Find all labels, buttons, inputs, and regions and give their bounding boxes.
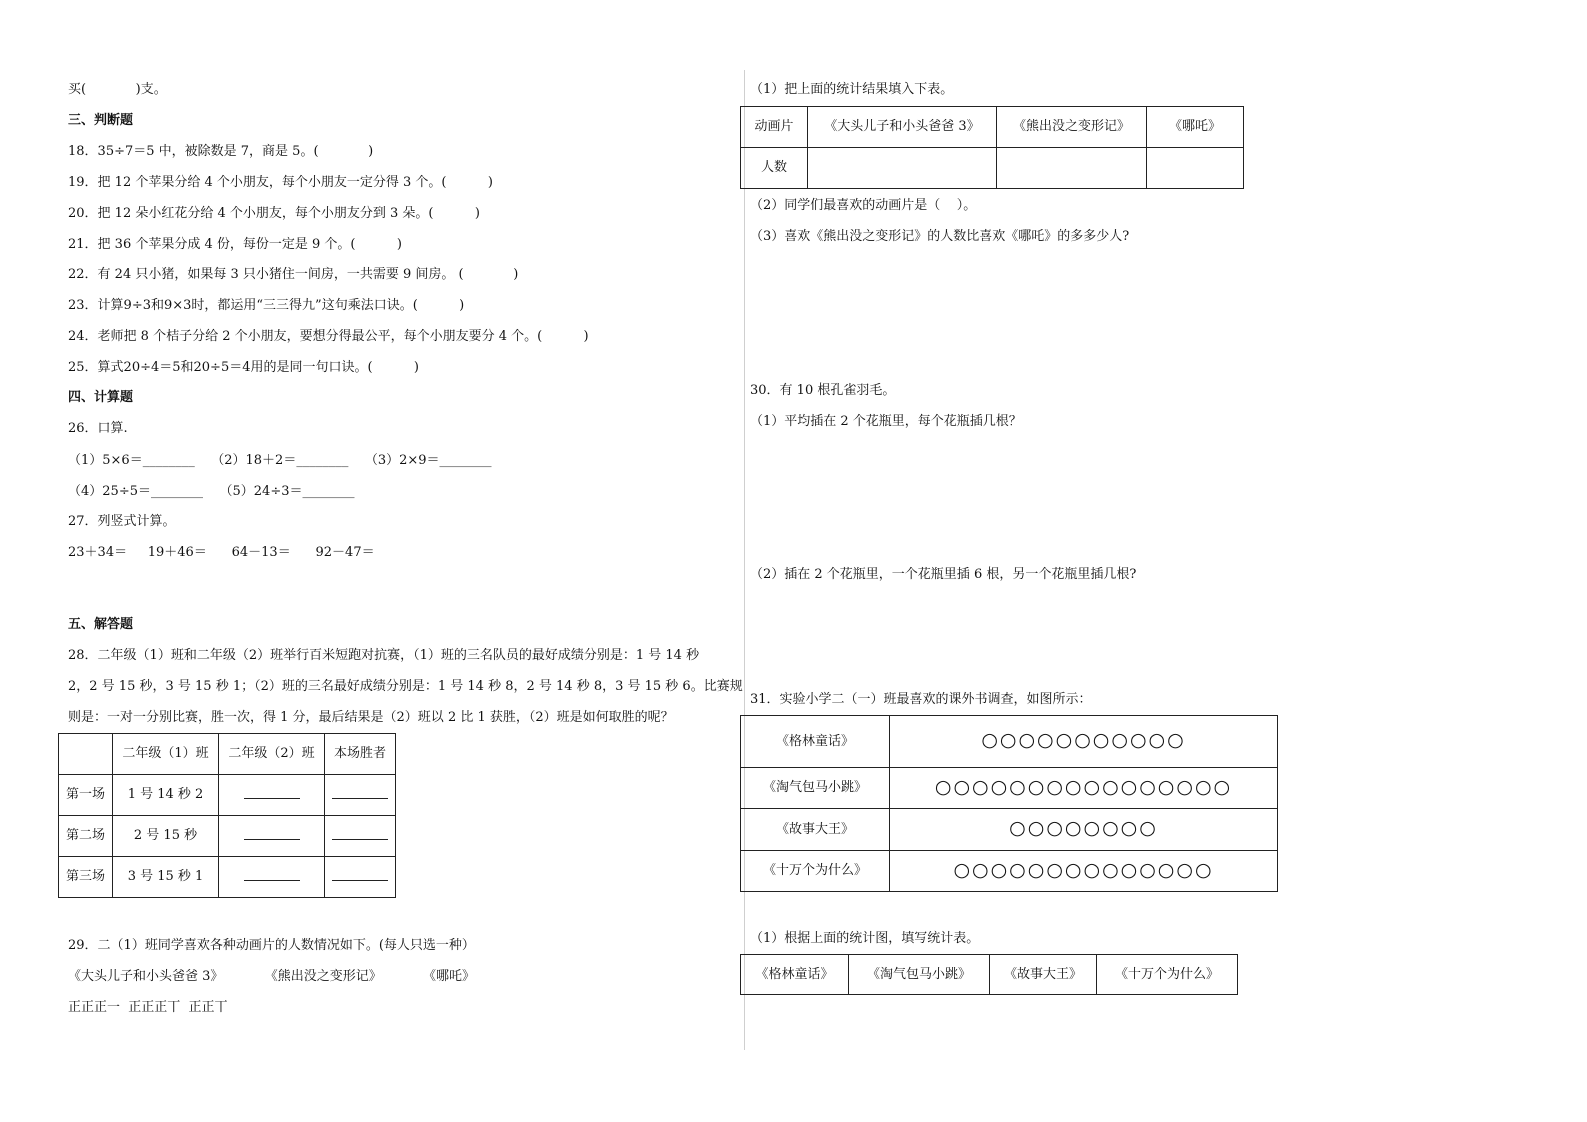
count-input-1[interactable] xyxy=(808,148,997,189)
question-18: 18．35÷7＝5 中，被除数是 7，商是 5。( ) xyxy=(68,144,374,159)
count-input-3[interactable] xyxy=(1147,148,1244,189)
book-marks xyxy=(890,809,1278,851)
cartoon-table-label: 动画片 xyxy=(741,107,808,148)
race-table-header-blank xyxy=(59,734,113,775)
book-label: 《故事大王》 xyxy=(741,809,890,851)
question-26-row-2: （4）25÷5＝________ （5）24÷3＝________ xyxy=(68,484,355,499)
book-table-cell: 《格林童话》 xyxy=(741,955,849,995)
question-25: 25．算式20÷4＝5和20÷5＝4用的是同一句口诀。( ) xyxy=(68,360,419,375)
question-19: 19．把 12 个苹果分给 4 个小朋友，每个小朋友一定分得 3 个。( ) xyxy=(68,175,493,190)
race-class2-blank[interactable] xyxy=(219,775,325,816)
question-26-row-1: （1）5×6＝________ （2）18＋2＝________ （3）2×9＝________ xyxy=(68,453,492,468)
column-divider xyxy=(744,70,745,1050)
circle-marks: ○○○○○○○○○○○ xyxy=(981,729,1186,751)
question-28-line-2: 2，2 号 15 秒，3 号 15 秒 1；（2）班的三名最好成绩分别是：1 号 14 秒 8，2 号 14 秒 8，3 号 15 秒 6。比赛规 xyxy=(68,679,743,694)
question-27: 27．列竖式计算。 xyxy=(68,514,176,529)
race-label: 第三场 xyxy=(59,857,113,898)
race-label: 第一场 xyxy=(59,775,113,816)
cartoon-film-3: 《哪吒》 xyxy=(1147,107,1244,148)
question-20: 20．把 12 朵小红花分给 4 个小朋友，每个小朋友分到 3 朵。( ) xyxy=(68,206,480,221)
race-label: 第二场 xyxy=(59,816,113,857)
race-class1-result: 2 号 15 秒 xyxy=(113,816,219,857)
question-29: 29．二（1）班同学喜欢各种动画片的人数情况如下。(每人只选一种） xyxy=(68,938,475,953)
question-30-part-2: （2）插在 2 个花瓶里，一个花瓶里插 6 根，另一个花瓶里插几根? xyxy=(750,567,1137,582)
question-24: 24．老师把 8 个桔子分给 2 个小朋友，要想分得最公平，每个小朋友要分 4 个。( ) xyxy=(68,329,589,344)
book-marks xyxy=(890,716,1278,768)
question-30-part-1: （1）平均插在 2 个花瓶里，每个花瓶插几根？ xyxy=(750,414,1022,429)
race-winner-blank[interactable] xyxy=(325,857,396,898)
question-29-part-2: （2）同学们最喜欢的动画片是（ ）。 xyxy=(750,198,977,213)
race-table-header-winner: 本场胜者 xyxy=(325,734,396,775)
section-heading-judgement: 三、判断题 xyxy=(68,113,134,128)
book-label: 《格林童话》 xyxy=(741,716,890,768)
question-28-line-3: 则是：一对一分别比赛，胜一次，得 1 分，最后结果是（2）班以 2 比 1 获胜，（2）班是如何取胜的呢？ xyxy=(68,710,674,725)
cartoon-film-2: 《熊出没之变形记》 xyxy=(997,107,1147,148)
question-31-part-1: （1）根据上面的统计图，填写统计表。 xyxy=(750,931,980,946)
race-table-header-class1: 二年级（1）班 xyxy=(113,734,219,775)
race-table-header-class2: 二年级（2）班 xyxy=(219,734,325,775)
question-26: 26．口算. xyxy=(68,421,128,436)
race-winner-blank[interactable] xyxy=(325,775,396,816)
table-row xyxy=(59,857,396,898)
book-label: 《十万个为什么》 xyxy=(741,851,890,892)
race-class1-result: 1 号 14 秒 2 xyxy=(113,775,219,816)
book-pictograph xyxy=(740,715,1278,892)
prev-question-tail: 买( )支。 xyxy=(68,82,167,97)
cartoon-film-1: 《大头儿子和小头爸爸 3》 xyxy=(808,107,997,148)
book-table xyxy=(740,954,1238,995)
question-30: 30．有 10 根孔雀羽毛。 xyxy=(750,383,896,398)
section-heading-calculation: 四、计算题 xyxy=(68,390,134,405)
question-29-part-1: （1）把上面的统计结果填入下表。 xyxy=(750,82,954,97)
question-29-tally: 正正正一 正正正丅 正正丅 xyxy=(68,1000,228,1015)
race-class1-result: 3 号 15 秒 1 xyxy=(113,857,219,898)
book-table-cell: 《十万个为什么》 xyxy=(1097,955,1238,995)
question-23: 23．计算9÷3和9×3时，都运用“三三得九”这句乘法口诀。( ) xyxy=(68,298,465,313)
circle-marks: ○○○○○○○○○○○○○○ xyxy=(953,858,1214,881)
race-table xyxy=(58,733,396,898)
count-input-2[interactable] xyxy=(997,148,1147,189)
book-marks xyxy=(890,851,1278,892)
question-22: 22．有 24 只小猪，如果每 3 只小猪住一间房，一共需要 9 间房。 ( ) xyxy=(68,267,519,282)
book-label: 《淘气包马小跳》 xyxy=(741,768,890,809)
book-marks xyxy=(890,768,1278,809)
question-27-expressions: 23＋34＝ 19＋46＝ 64－13＝ 92－47＝ xyxy=(68,545,375,560)
circle-marks: ○○○○○○○○ xyxy=(1009,817,1158,839)
section-heading-answer: 五、解答题 xyxy=(68,617,134,632)
circle-marks: ○○○○○○○○○○○○○○○○ xyxy=(934,775,1233,798)
race-winner-blank[interactable] xyxy=(325,816,396,857)
count-row-label: 人数 xyxy=(741,148,808,189)
question-29-films: 《大头儿子和小头爸爸 3》 《熊出没之变形记》 《哪吒》 xyxy=(68,969,476,984)
question-29-part-3: （3）喜欢《熊出没之变形记》的人数比喜欢《哪吒》的多多少人? xyxy=(750,229,1130,244)
question-21: 21．把 36 个苹果分成 4 份，每份一定是 9 个。( ) xyxy=(68,237,402,252)
question-31: 31．实验小学二（一）班最喜欢的课外书调查，如图所示： xyxy=(750,692,1092,707)
cartoon-table xyxy=(740,106,1244,189)
race-class2-blank[interactable] xyxy=(219,816,325,857)
table-row xyxy=(59,775,396,816)
table-row xyxy=(59,816,396,857)
book-table-cell: 《故事大王》 xyxy=(990,955,1097,995)
question-28-line-1: 28．二年级（1）班和二年级（2）班举行百米短跑对抗赛，（1）班的三名队员的最好成绩分别是：1 号 14 秒 xyxy=(68,648,700,663)
race-class2-blank[interactable] xyxy=(219,857,325,898)
book-table-cell: 《淘气包马小跳》 xyxy=(849,955,990,995)
